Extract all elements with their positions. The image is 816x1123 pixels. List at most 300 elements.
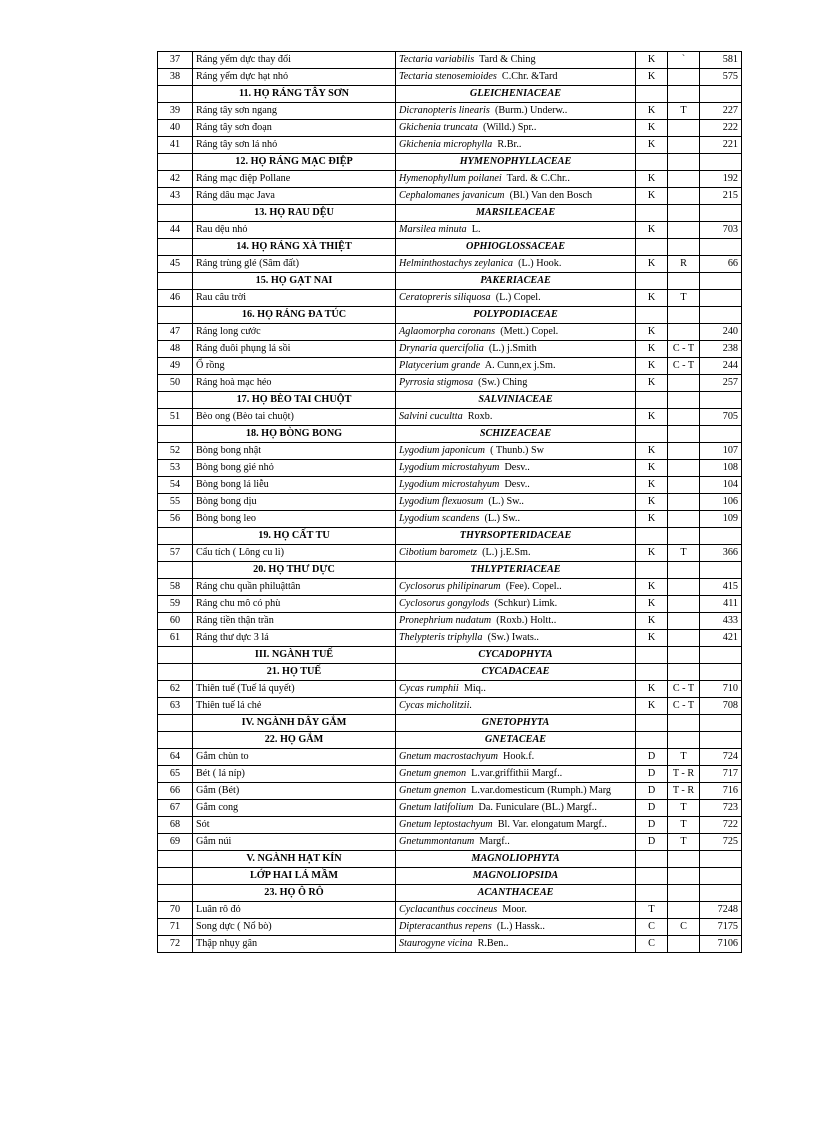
reference-number: 705 [700,409,742,426]
row-number-cell [158,205,193,222]
species-row [158,409,742,426]
species-row [158,919,742,936]
number-cell [700,86,742,103]
code-a-cell [636,273,668,290]
life-form-code: K [636,545,668,562]
reference-number: 192 [700,171,742,188]
scientific-name [396,290,636,307]
species-row [158,681,742,698]
species-row [158,120,742,137]
species-author: Moor. [502,903,527,915]
species-row [158,443,742,460]
vietnamese-name: Ráng tiền thận trần [193,613,396,630]
family-vietnamese-name: 21. HỌ TUẾ [193,664,396,681]
code-b-cell [668,307,700,324]
reference-number: 581 [700,52,742,69]
species-binomial: Cibotium barometz [399,546,478,558]
species-row [158,698,742,715]
code-a-cell [636,562,668,579]
code-a-cell [636,86,668,103]
code-a-cell [636,885,668,902]
number-cell [700,562,742,579]
scientific-name [396,817,636,834]
species-binomial: Gnetum gnemon [399,784,467,796]
row-number: 48 [158,341,193,358]
vietnamese-name: Thiên tuế (Tuế lá quyết) [193,681,396,698]
family-vietnamese-name: IV. NGÀNH DÂY GẮM [193,715,396,732]
species-binomial: Gnetum leptostachyum [399,818,493,830]
family-scientific-name: HYMENOPHYLLACEAE [396,154,636,171]
vietnamese-name: Ráng mạc điệp Pollane [193,171,396,188]
family-vietnamese-name: 20. HỌ THƯ DỰC [193,562,396,579]
species-author: (Sw.) Iwats.. [487,631,539,643]
family-scientific-name: SALVINIACEAE [396,392,636,409]
species-author: Tard. & C.Chr.. [506,172,570,184]
species-author: Da. Funiculare (BL.) Margf.. [478,801,597,813]
species-row [158,511,742,528]
row-number: 69 [158,834,193,851]
life-form-code: K [636,120,668,137]
life-form-code: K [636,613,668,630]
row-number-cell [158,868,193,885]
family-vietnamese-name: 16. HỌ RÁNG ĐA TÚC [193,307,396,324]
code-a-cell [636,647,668,664]
reference-number: 575 [700,69,742,86]
species-binomial: Lygodium scandens [399,512,480,524]
row-number: 50 [158,375,193,392]
code-b-cell [668,885,700,902]
row-number: 47 [158,324,193,341]
species-row [158,936,742,953]
reference-number: 415 [700,579,742,596]
number-cell [700,307,742,324]
vietnamese-name: Ráng hoà mạc héo [193,375,396,392]
species-author: (L.) Sw.. [484,512,520,524]
use-code [668,69,700,86]
use-code [668,630,700,647]
vietnamese-name: Ráng chu quần philuậttân [193,579,396,596]
species-row [158,630,742,647]
species-binomial: Dipteracanthus repens [399,920,492,932]
family-vietnamese-name: 14. HỌ RÁNG XÀ THIỆT [193,239,396,256]
use-code [668,579,700,596]
species-author: R.Ben.. [477,937,509,949]
reference-number [700,290,742,307]
species-author: Desv.. [504,478,530,490]
family-header-row [158,86,742,103]
use-code [668,409,700,426]
scientific-name [396,511,636,528]
use-code [668,477,700,494]
species-row [158,375,742,392]
species-author: Hook.f. [503,750,535,762]
family-header-row [158,562,742,579]
row-number-cell [158,715,193,732]
scientific-name [396,579,636,596]
life-form-code: K [636,409,668,426]
reference-number: 7175 [700,919,742,936]
scientific-name [396,749,636,766]
use-code [668,188,700,205]
species-row [158,103,742,120]
code-b-cell [668,851,700,868]
family-header-row [158,885,742,902]
vietnamese-name: Bèo ong (Bèo tai chuột) [193,409,396,426]
row-number: 63 [158,698,193,715]
reference-number: 723 [700,800,742,817]
species-row [158,137,742,154]
life-form-code: K [636,222,668,239]
species-binomial: Pronephrium nudatum [399,614,492,626]
use-code [668,596,700,613]
vietnamese-name: Gắm núi [193,834,396,851]
code-a-cell [636,426,668,443]
reference-number: 717 [700,766,742,783]
use-code [668,324,700,341]
species-author: R.Br.. [497,138,522,150]
number-cell [700,426,742,443]
number-cell [700,647,742,664]
species-author: Desv.. [504,461,530,473]
life-form-code: K [636,511,668,528]
species-row [158,222,742,239]
scientific-name [396,52,636,69]
family-header-row [158,205,742,222]
use-code: T [668,800,700,817]
life-form-code: C [636,936,668,953]
row-number: 45 [158,256,193,273]
family-header-row [158,732,742,749]
code-a-cell [636,664,668,681]
scientific-name [396,545,636,562]
row-number-cell [158,562,193,579]
family-header-row [158,239,742,256]
species-author: (Bl.) Van den Bosch [509,189,593,201]
life-form-code: K [636,52,668,69]
use-code: C - T [668,341,700,358]
reference-number: 708 [700,698,742,715]
family-vietnamese-name: 18. HỌ BÒNG BONG [193,426,396,443]
code-b-cell [668,86,700,103]
family-header-row [158,647,742,664]
row-number: 64 [158,749,193,766]
code-a-cell [636,392,668,409]
use-code: C - T [668,358,700,375]
scientific-name [396,630,636,647]
species-binomial: Lygodium microstahyum [399,478,500,490]
reference-number: 411 [700,596,742,613]
row-number: 46 [158,290,193,307]
life-form-code: K [636,188,668,205]
scientific-name [396,69,636,86]
family-scientific-name: MAGNOLIOPHYTA [396,851,636,868]
scientific-name [396,800,636,817]
reference-number: 109 [700,511,742,528]
species-binomial: Ceratopreris siliquosa [399,291,491,303]
species-row [158,596,742,613]
code-b-cell [668,392,700,409]
row-number-cell [158,851,193,868]
row-number-cell [158,307,193,324]
life-form-code: D [636,766,668,783]
family-vietnamese-name: III. NGÀNH TUẾ [193,647,396,664]
use-code: T - R [668,766,700,783]
vietnamese-name: Ráng tây sơn đoạn [193,120,396,137]
code-b-cell [668,205,700,222]
row-number: 60 [158,613,193,630]
species-binomial: Cyclosorus philipinarum [399,580,501,592]
row-number: 39 [158,103,193,120]
row-number-cell [158,528,193,545]
vietnamese-name: Bòng bong lá liễu [193,477,396,494]
row-number: 43 [158,188,193,205]
use-code [668,494,700,511]
species-author: ( Thunb.) Sw [490,444,544,456]
reference-number: 725 [700,834,742,851]
code-b-cell [668,868,700,885]
species-binomial: Gnetum gnemon [399,767,467,779]
species-author: (Schkur) Limk. [494,597,558,609]
family-scientific-name: CYCADACEAE [396,664,636,681]
use-code: C - T [668,681,700,698]
row-number: 68 [158,817,193,834]
scientific-name [396,936,636,953]
row-number: 53 [158,460,193,477]
scientific-name [396,188,636,205]
family-vietnamese-name: 11. HỌ RÁNG TÂY SƠN [193,86,396,103]
species-row [158,545,742,562]
vietnamese-name: Thập nhụy gân [193,936,396,953]
species-row [158,171,742,188]
family-vietnamese-name: 15. HỌ GẠT NAI [193,273,396,290]
vietnamese-name: Ráng long cước [193,324,396,341]
name-spacer [472,700,477,711]
species-binomial: Cycas micholitzii. [399,699,473,711]
species-row [158,188,742,205]
vietnamese-name: Thiên tuế lá chẻ [193,698,396,715]
number-cell [700,154,742,171]
scientific-name [396,919,636,936]
number-cell [700,273,742,290]
row-number-cell [158,426,193,443]
family-header-row [158,715,742,732]
scientific-name [396,120,636,137]
species-author: L.var.domesticum (Rumph.) Marg [471,784,612,796]
family-vietnamese-name: 23. HỌ Ô RÔ [193,885,396,902]
row-number-cell [158,86,193,103]
vietnamese-name: Song dực ( Nổ bò) [193,919,396,936]
code-b-cell [668,562,700,579]
life-form-code: K [636,698,668,715]
species-binomial: Staurogyne vicina [399,937,473,949]
code-b-cell [668,732,700,749]
species-author: A. Cunn,ex j.Sm. [484,359,556,371]
vietnamese-name: Ráng tây sơn lá nhỏ [193,137,396,154]
code-b-cell [668,426,700,443]
species-binomial: Cyclosorus gongylods [399,597,490,609]
use-code [668,120,700,137]
species-row [158,290,742,307]
row-number: 44 [158,222,193,239]
vietnamese-name: Ráng tây sơn ngang [193,103,396,120]
scientific-name [396,698,636,715]
use-code [668,137,700,154]
life-form-code: K [636,460,668,477]
family-header-row [158,868,742,885]
reference-number: 433 [700,613,742,630]
reference-number: 215 [700,188,742,205]
use-code: T - R [668,783,700,800]
number-cell [700,205,742,222]
life-form-code: D [636,783,668,800]
row-number: 61 [158,630,193,647]
vietnamese-name: Sót [193,817,396,834]
family-header-row [158,392,742,409]
number-cell [700,528,742,545]
species-author: C.Chr. &Tard [501,70,558,82]
species-author: Margf.. [479,835,510,847]
family-vietnamese-name: 12. HỌ RÁNG MẠC ĐIỆP [193,154,396,171]
scientific-name [396,681,636,698]
row-number: 70 [158,902,193,919]
number-cell [700,851,742,868]
species-row [158,783,742,800]
code-b-cell [668,664,700,681]
life-form-code: K [636,341,668,358]
reference-number: 222 [700,120,742,137]
vietnamese-name: Gắm (Bét) [193,783,396,800]
scientific-name [396,766,636,783]
scientific-name [396,256,636,273]
reference-number: 104 [700,477,742,494]
species-binomial: Platycerium grande [399,359,481,371]
use-code [668,613,700,630]
life-form-code: K [636,630,668,647]
row-number: 72 [158,936,193,953]
species-binomial: Cycas rumphii [399,682,459,694]
life-form-code: K [636,290,668,307]
number-cell [700,715,742,732]
species-binomial: Hymenophyllum poilanei [399,172,502,184]
row-number: 67 [158,800,193,817]
family-header-row [158,154,742,171]
row-number: 41 [158,137,193,154]
species-author: (L.) Hook. [518,257,562,269]
species-author: Tard & Ching [479,53,536,65]
code-a-cell [636,715,668,732]
scientific-name [396,613,636,630]
vietnamese-name: Ổ rồng [193,358,396,375]
species-row [158,69,742,86]
vietnamese-name: Ráng yểm dực thay đổi [193,52,396,69]
row-number: 56 [158,511,193,528]
reference-number: 421 [700,630,742,647]
family-scientific-name: MAGNOLIOPSIDA [396,868,636,885]
species-binomial: Gnetum latifolium [399,801,474,813]
family-scientific-name: THLYPTERIACEAE [396,562,636,579]
vietnamese-name: Bét ( lá níp) [193,766,396,783]
species-row [158,341,742,358]
species-row [158,834,742,851]
code-b-cell [668,239,700,256]
use-code [668,511,700,528]
scientific-name [396,324,636,341]
reference-number: 703 [700,222,742,239]
scientific-name [396,409,636,426]
scientific-name [396,358,636,375]
scientific-name [396,375,636,392]
row-number: 57 [158,545,193,562]
species-author: (Fee). Copel.. [505,580,562,592]
family-vietnamese-name: LỚP HAI LÁ MẦM [193,868,396,885]
life-form-code: K [636,443,668,460]
row-number: 59 [158,596,193,613]
vietnamese-name: Bòng bong leo [193,511,396,528]
life-form-code: K [636,171,668,188]
family-header-row [158,851,742,868]
row-number: 58 [158,579,193,596]
family-header-row [158,426,742,443]
use-code [668,902,700,919]
scientific-name [396,443,636,460]
life-form-code: C [636,919,668,936]
life-form-code: D [636,817,668,834]
scientific-name [396,137,636,154]
vietnamese-name: Rau câu trời [193,290,396,307]
reference-number: 7106 [700,936,742,953]
species-row [158,52,742,69]
reference-number: 240 [700,324,742,341]
reference-number: 257 [700,375,742,392]
family-scientific-name: THYRSOPTERIDACEAE [396,528,636,545]
species-binomial: Helminthostachys zeylanica [399,257,514,269]
species-binomial: Thelypteris triphylla [399,631,483,643]
species-author: (Mett.) Copel. [500,325,559,337]
vietnamese-name: Bòng bong gié nhỏ [193,460,396,477]
reference-number: 724 [700,749,742,766]
species-table-body [158,52,742,953]
use-code [668,171,700,188]
species-binomial: Salvini cucultta [399,410,463,422]
family-scientific-name: GLEICHENIACEAE [396,86,636,103]
reference-number: 716 [700,783,742,800]
vietnamese-name: Rau dệu nhỏ [193,222,396,239]
row-number-cell [158,154,193,171]
row-number-cell [158,239,193,256]
family-vietnamese-name: 13. HỌ RAU DỆU [193,205,396,222]
row-number: 42 [158,171,193,188]
life-form-code: K [636,69,668,86]
species-binomial: Gkichenia truncata [399,121,478,133]
species-author: (L.) Copel. [495,291,541,303]
row-number: 55 [158,494,193,511]
species-author: Miq.. [463,682,486,694]
life-form-code: D [636,800,668,817]
species-binomial: Lygodium microstahyum [399,461,500,473]
family-scientific-name: PAKERIACEAE [396,273,636,290]
vietnamese-name: Ráng đuôi phụng lá sồi [193,341,396,358]
use-code [668,443,700,460]
reference-number: 238 [700,341,742,358]
use-code: ` [668,52,700,69]
family-vietnamese-name: 17. HỌ BÈO TAI CHUỘT [193,392,396,409]
reference-number: 227 [700,103,742,120]
life-form-code: K [636,256,668,273]
row-number: 37 [158,52,193,69]
use-code: T [668,834,700,851]
species-author: L.var.griffithii Margf.. [471,767,563,779]
reference-number: 244 [700,358,742,375]
